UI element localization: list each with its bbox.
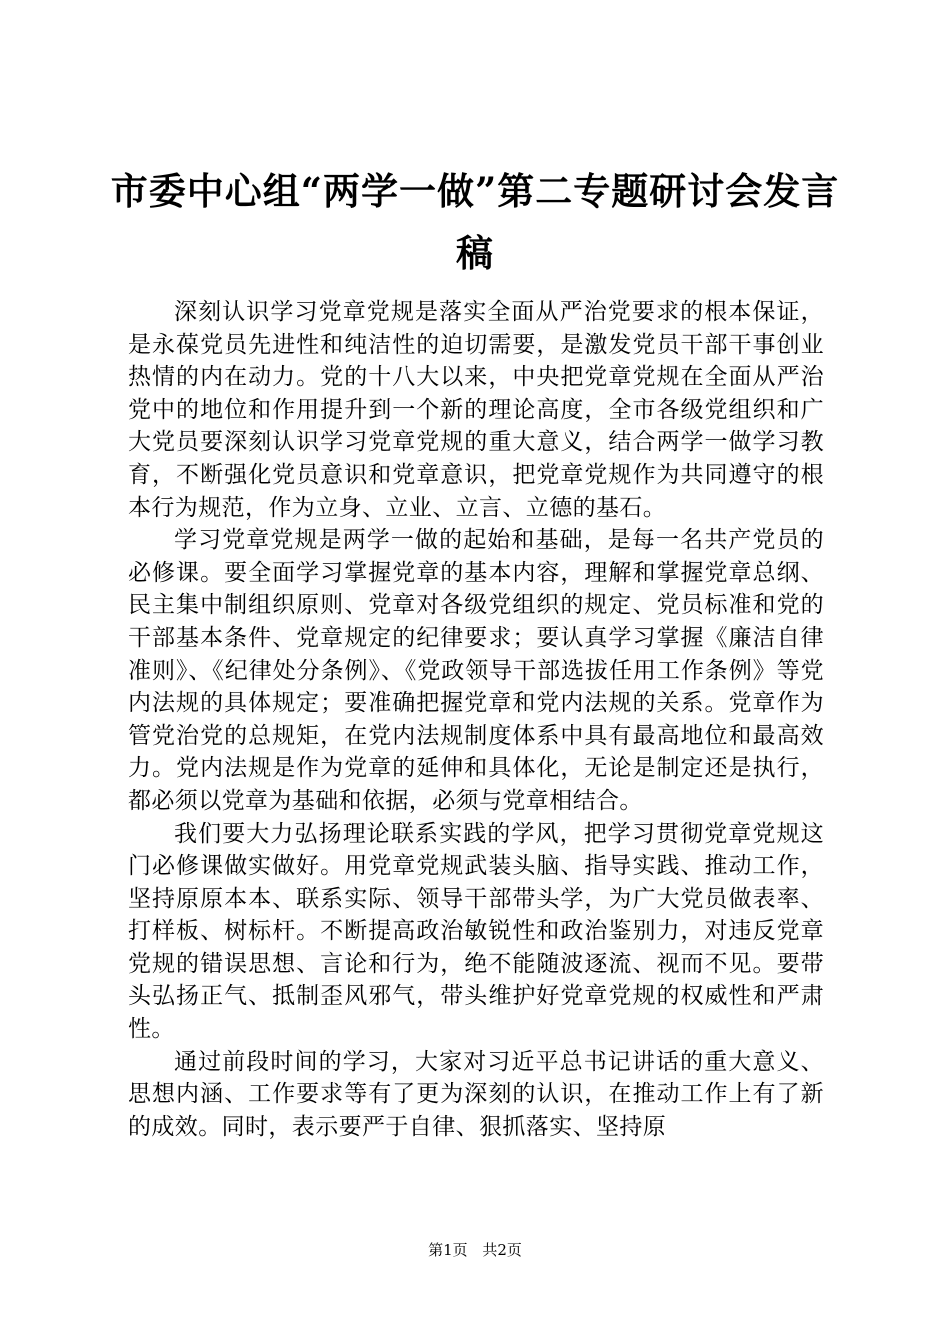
- document-body: [128, 296, 824, 1143]
- paragraph-4: 通过前段时间的学习，大家对习近平总书记讲话的重大意义、思想内涵、工作要求等有了更为深刻的认识，在推动工作上有了新的成效。同时，表示要严于自律、狠抓落实、坚持原: [128, 1048, 824, 1140]
- page-number: 第1页: [428, 1241, 468, 1259]
- paragraph-2: 学习党章党规是两学一做的起始和基础，是每一名共产党员的必修课。要全面学习掌握党章的基本内容，理解和掌握党章总纲、民主集中制组织原则、党章对各级党组织的规定、党员标准和党的干部基本条件、党章规定的纪律要求；要认真学习掌握《廉洁自律准则》、《纪律处分条例》、《党政领导干部选拔任用工作条例》等党内法规的具体规定；要准确把握党章和党内法规的关系。党章作为管党治党的总规矩，在党内法规制度体系中具有最高地位和最高效力。党内法规是作为党章的延伸和具体化，无论是制定还是执行，都必须以党章为基础和依据，必须与党章相结合。: [128, 527, 824, 814]
- page-total: 共2页: [482, 1241, 522, 1259]
- document-title: 市委中心组“两学一做”第二专题研讨会发言稿: [110, 169, 840, 275]
- page-footer: [0, 1240, 950, 1260]
- paragraph-3: 我们要大力弘扬理论联系实践的学风，把学习贯彻党章党规这门必修课做实做好。用党章党规武装头脑、指导实践、推动工作，坚持原原本本、联系实际、领导干部带头学，为广大党员做表率、打样板、树标杆。不断提高政治敏锐性和政治鉴别力，对违反党章党规的错误思想、言论和行为，绝不能随波逐流、视而不见。要带头弘扬正气、抵制歪风邪气，带头维护好党章党规的权威性和严肃性。: [128, 820, 824, 1043]
- paragraph-1: 深刻认识学习党章党规是落实全面从严治党要求的根本保证，是永葆党员先进性和纯洁性的迫切需要，是激发党员干部干事创业热情的内在动力。党的十八大以来，中央把党章党规在全面从严治党中的地位和作用提升到一个新的理论高度，全市各级党组织和广大党员要深刻认识学习党章党规的重大意义，结合两学一做学习教育，不断强化党员意识和党章意识，把党章党规作为共同遵守的根本行为规范，作为立身、立业、立言、立德的基石。: [128, 299, 824, 521]
